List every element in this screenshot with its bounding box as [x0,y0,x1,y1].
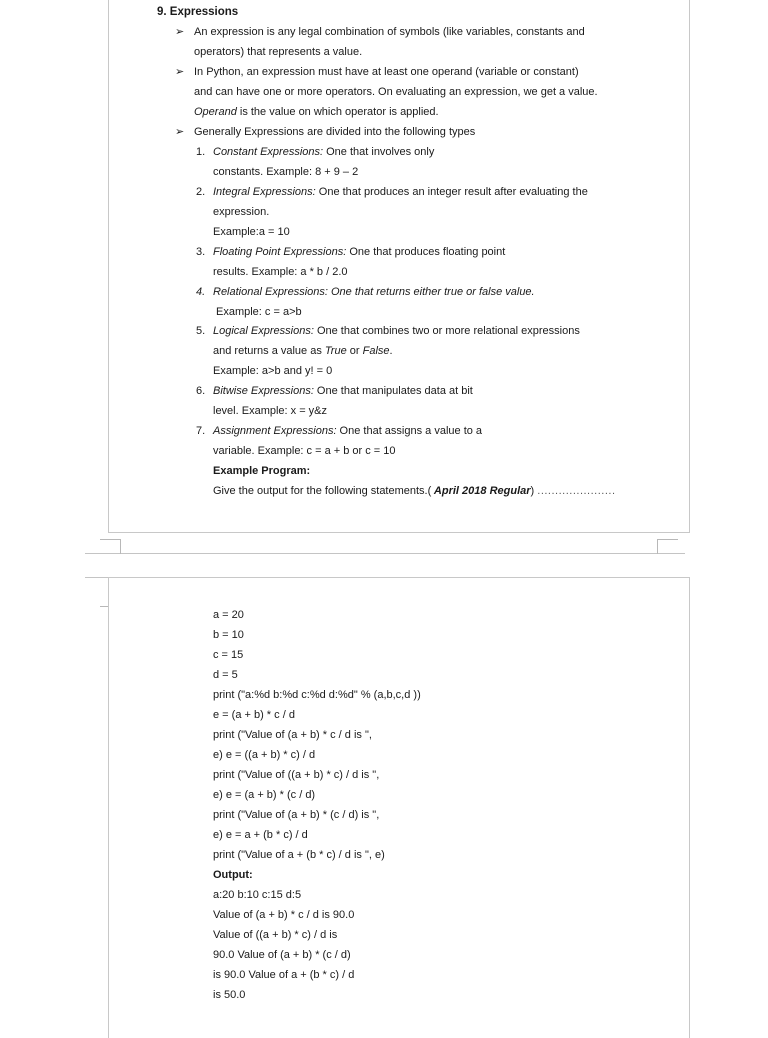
list-item-line: expression. [213,206,270,218]
code-line: e = (a + b) * c / d [213,709,295,721]
code-line: c = 15 [213,649,244,661]
code-line: print ("Value of (a + b) * (c / d) is ", [213,809,380,821]
or-word: or [346,345,363,357]
list-item-line: level. Example: x = y&z [213,405,328,417]
list-item-line: Example: c = a>b [216,306,302,318]
list-number: 6. [196,385,206,397]
list-item-line: Example:a = 10 [213,226,290,238]
type-term: Constant Expressions: [213,146,324,158]
code-line: e) e = (a + b) * (c / d) [213,789,316,801]
bullet-text [194,105,439,119]
type-term: Integral Expressions: [213,186,316,198]
list-item [213,424,482,438]
question-line [213,484,616,498]
question-text: Give the output for the following statements.( [213,485,432,497]
code-line: print ("a:%d b:%d c:%d d:%d" % (a,b,c,d )) [213,689,421,701]
dotted-leader: ...................... [537,485,616,497]
type-desc: One that involves only [323,146,435,158]
type-term: Logical Expressions: [213,325,314,337]
list-item-line: Example: a>b and y! = 0 [213,365,333,377]
type-desc: One that produces floating point [346,246,506,258]
type-term: Floating Point Expressions: [213,246,347,258]
operand-term: Operand [194,106,237,118]
bullet-text: Generally Expressions are divided into the following types [194,126,476,138]
crop-mark [657,539,678,554]
code-line: d = 5 [213,669,238,681]
list-item [213,245,505,259]
list-item-line: constants. Example: 8 + 9 – 2 [213,166,359,178]
list-number: 4. [196,286,206,298]
code-line: print ("Value of a + (b * c) / d is ", e) [213,849,385,861]
bullet-text: and can have one or more operators. On evaluating an expression, we get a value. [194,86,598,98]
list-item [213,324,580,338]
type-line-text: and returns a value as [213,345,325,357]
question-source: April 2018 Regular [431,485,531,497]
bullet-text: In Python, an expression must have at least one operand (variable or constant) [194,66,579,78]
list-number: 1. [196,146,206,158]
document-page-1 [108,0,690,533]
type-term: Assignment Expressions: [213,425,337,437]
bullet-arrow-icon: ➢ [175,26,185,38]
list-item-line: results. Example: a * b / 2.0 [213,266,348,278]
list-item [213,384,473,398]
list-number: 3. [196,246,206,258]
true-word: True [324,345,347,357]
list-item-line [213,344,393,358]
bullet-arrow-icon: ➢ [175,126,185,138]
question-suffix: ) [530,485,535,497]
code-line: print ("Value of ((a + b) * c) / d is ", [213,769,380,781]
code-line: e) e = ((a + b) * c) / d [213,749,316,761]
type-desc: One that combines two or more relational expressions [313,325,580,337]
code-line: e) e = a + (b * c) / d [213,829,308,841]
list-number: 7. [196,425,206,437]
list-item [213,285,535,299]
type-term: Relational Expressions: One that returns either true or false value. [213,286,535,298]
output-line: is 50.0 [213,989,246,1001]
period: . [389,345,393,357]
code-line: a = 20 [213,609,244,621]
bullet-text: An expression is any legal combination of symbols (like variables, constants and [194,26,585,38]
output-line: Value of (a + b) * c / d is 90.0 [213,909,355,921]
code-line: b = 10 [213,629,244,641]
bullet-text: operators) that represents a value. [194,46,363,58]
output-line: 90.0 Value of (a + b) * (c / d) [213,949,351,961]
list-item [213,145,434,159]
type-desc: One that manipulates data at bit [313,385,473,397]
example-program-label: Example Program: [213,465,311,477]
type-desc: One that assigns a value to a [336,425,483,437]
crop-mark [100,539,121,554]
list-item [213,185,588,199]
type-term: Bitwise Expressions: [213,385,314,397]
list-number: 2. [196,186,206,198]
output-label: Output: [213,869,253,881]
output-line: a:20 b:10 c:15 d:5 [213,889,302,901]
type-desc: One that produces an integer result after evaluating the [315,186,588,198]
document-page-2 [108,577,690,1038]
section-title: 9. Expressions [157,6,239,18]
bullet-arrow-icon: ➢ [175,66,185,78]
output-line: is 90.0 Value of a + (b * c) / d [213,969,355,981]
list-item-line: variable. Example: c = a + b or c = 10 [213,445,396,457]
code-line: print ("Value of (a + b) * c / d is ", [213,729,372,741]
false-word: False [362,345,390,357]
list-number: 5. [196,325,206,337]
output-line: Value of ((a + b) * c) / d is [213,929,338,941]
page-gap-line-top [85,553,685,554]
operand-description: is the value on which operator is applied. [236,106,439,118]
